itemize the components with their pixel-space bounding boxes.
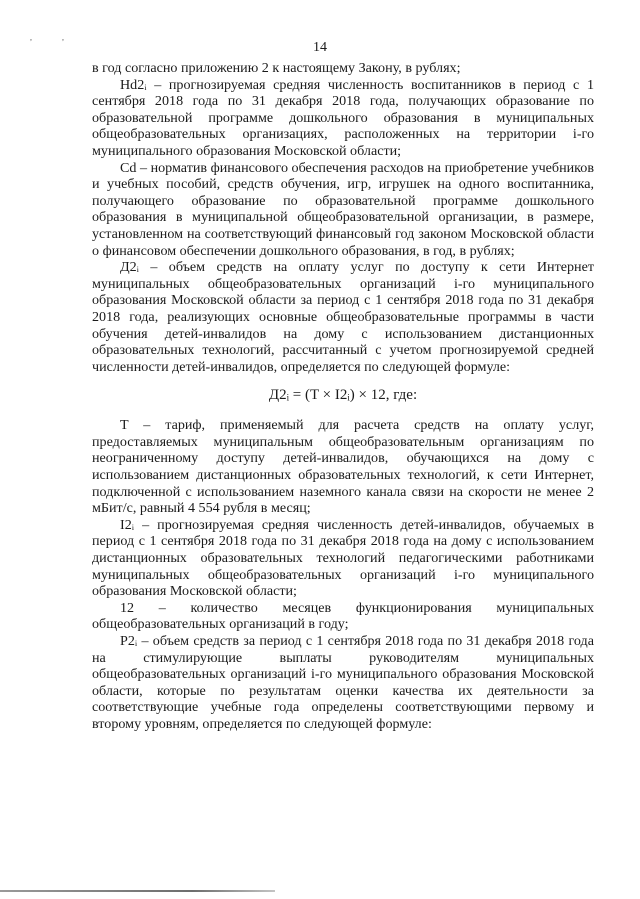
paragraph-12-definition: 12 – количество месяцев функционирования муниципальных общеобразовательных организаций в году; [92, 599, 594, 633]
footer-rule [0, 890, 275, 892]
paragraph-t-definition: T – тариф, применяемый для расчета средств на оплату услуг, предоставляемых муниципальным общеобразовательным организациям по неограниченному доступу детей-инвалидов, обучающихся на дому с использованием дистанционных образовательных технологий, к сети Интернет, подключенной с использованием наземного канала связи на скорости не менее 2 мБит/с, равный 4 554 рубля в месяц; [92, 417, 594, 517]
paragraph-i2-definition: I2ᵢ – прогнозируемая средняя численность детей-инвалидов, обучаемых в период с 1 сентября 2018 года по 31 декабря 2018 года на дому с использованием дистанционных образовательных технологий педагогическими работниками муниципальных общеобразовательных организаций i-го муниципального образования Московской области; [92, 516, 594, 600]
scan-marks: , , [30, 33, 78, 42]
paragraph-hd2-definition: Hd2ᵢ – прогнозируемая средняя численность воспитанников в период с 1 сентября 2018 года по 31 декабря 2018 года, получающих образование по образовательной программе дошкольного образования в муниципальных общеобразовательных организациях, расположенных на территории i-го муниципального образования Московской области; [92, 76, 594, 159]
paragraph-d2-definition: Д2ᵢ – объем средств на оплату услуг по доступу к сети Интернет муниципальных общеобразовательных организаций i-го муниципального образования Московской области за период с 1 сентября 2018 года по 31 декабря 2018 года, реализующих основные общеобразовательные программы в части обучения детей-инвалидов на дому с использованием дистанционных образовательных технологий, рассчитанный с учетом прогнозируемой средней численности детей-инвалидов, определяется по следующей формуле: [92, 259, 594, 375]
document-body [92, 60, 594, 733]
paragraph-cd-definition: Cd – норматив финансового обеспечения расходов на приобретение учебников и учебных пособий, средств обучения, игр, игрушек на одного воспитанника, получающего образование по образовательной программе дошкольного образования в муниципальной общеобразовательной организации, в размере, установленном на соответствующий финансовый год законом Московской области о финансовом обеспечении дошкольного образования, в год, в рублях; [92, 159, 594, 259]
page-number: 14 [313, 40, 327, 55]
paragraph-p2-definition: P2ᵢ – объем средств за период с 1 сентября 2018 года по 31 декабря 2018 года на стимулирующие выплаты руководителям муниципальных общеобразовательных организаций i-го муниципального образования Московской области, которые по результатам оценки качества их деятельности за соответствующие учебные года определены соответствующими первому и второму уровням, определяется по следующей формуле: [92, 633, 594, 732]
paragraph-continuation: в год согласно приложению 2 к настоящему Закону, в рублях; [92, 60, 461, 76]
formula-d2: Д2ᵢ = (T × I2ᵢ) × 12, где: [268, 387, 418, 404]
